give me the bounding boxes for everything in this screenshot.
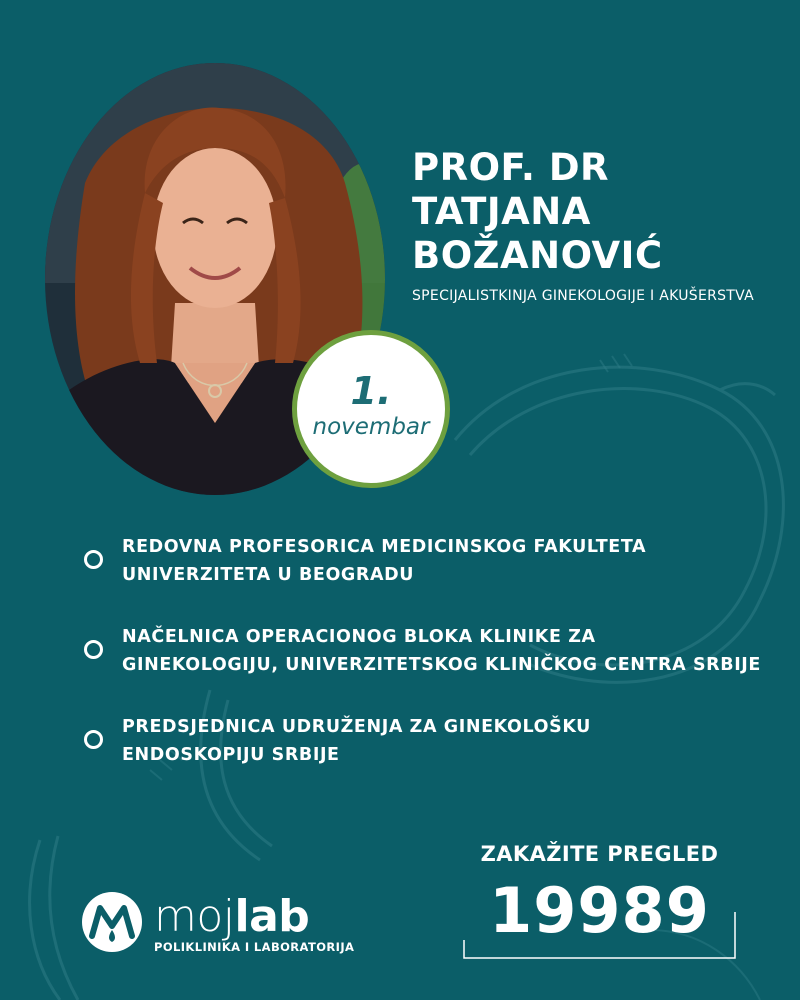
doctor-specialty: SPECIJALISTKINJA GINEKOLOGIJE I AKUŠERSTVA <box>412 288 755 304</box>
list-item <box>84 623 784 679</box>
date-month: novembar <box>312 414 430 440</box>
logo-word-bold: lab <box>234 891 310 942</box>
logo-subtitle: POLIKLINIKA I LABORATORIJA <box>154 940 355 954</box>
logo-wordmark <box>154 892 309 942</box>
doctor-first-name: TATJANA <box>412 190 591 233</box>
circle-outline-icon <box>84 640 103 659</box>
date-badge <box>292 330 450 488</box>
appointment-cta <box>462 840 737 960</box>
date-day: 1. <box>350 369 392 413</box>
circle-outline-icon <box>84 730 103 749</box>
logo-word-light: moj <box>154 891 235 942</box>
phone-number[interactable]: 19989 <box>489 874 710 947</box>
credential-line: ENDOSKOPIJU SRBIJE <box>122 745 340 765</box>
credential-line: NAČELNICA OPERACIONOG BLOKA KLINIKE ZA <box>122 627 596 647</box>
circle-outline-icon <box>84 550 103 569</box>
list-item <box>84 533 784 589</box>
credential-line: REDOVNA PROFESORICA MEDICINSKOG FAKULTETA <box>122 537 647 557</box>
list-item <box>84 713 784 769</box>
mojlab-m-logo-icon <box>80 890 144 954</box>
mojlab-logo <box>80 890 370 970</box>
credential-line: PREDSJEDNICA UDRUŽENJA ZA GINEKOLOŠKU <box>122 717 591 737</box>
cta-title: ZAKAŽITE PREGLED <box>480 842 719 866</box>
credential-line: UNIVERZITETA U BEOGRADU <box>122 565 415 585</box>
credentials-list <box>84 533 784 803</box>
credential-line: GINEKOLOGIJU, UNIVERZITETSKOG KLINIČKOG CENTRA SRBIJE <box>122 655 761 675</box>
doctor-name-block <box>412 146 772 308</box>
doctor-last-name: BOŽANOVIĆ <box>412 234 663 277</box>
doctor-title: PROF. DR <box>412 146 610 189</box>
